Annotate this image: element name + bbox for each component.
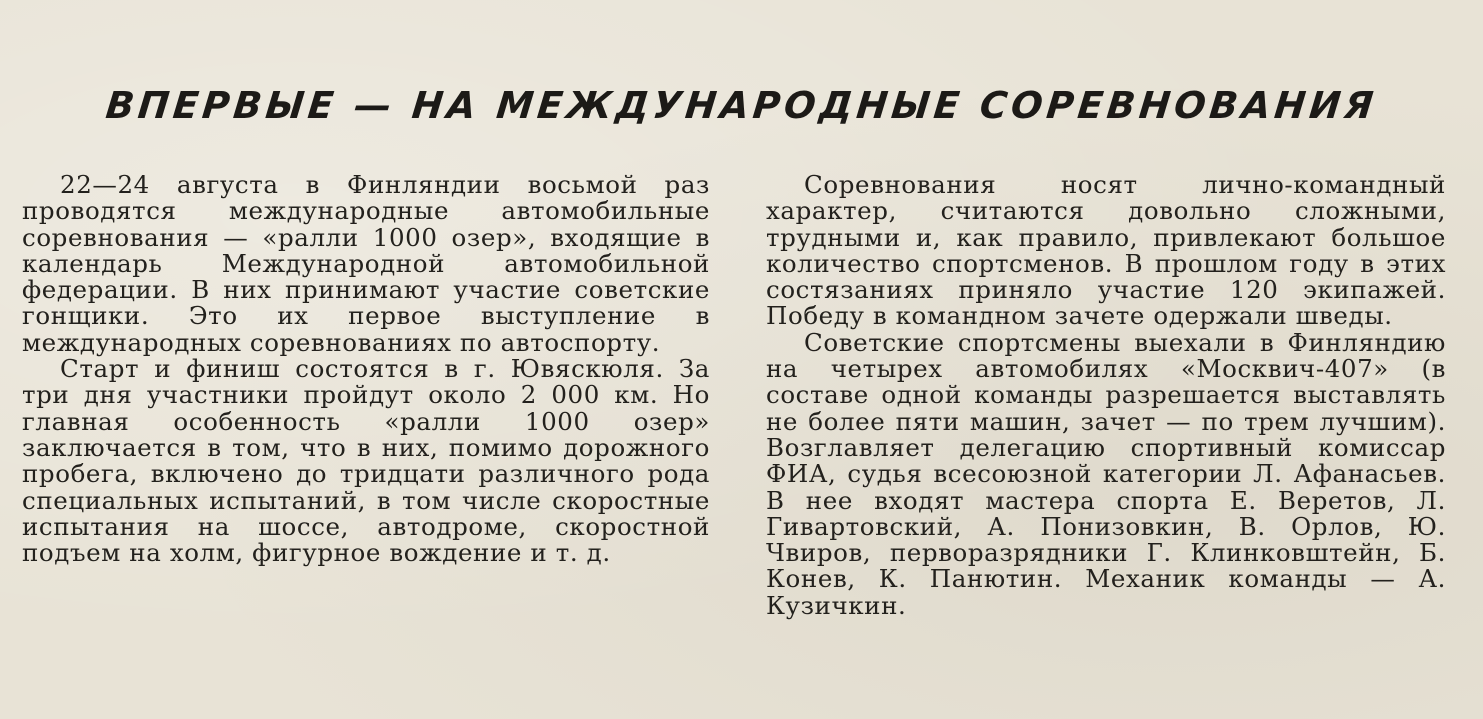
left-paragraph-2: Старт и финиш состоятся в г. Ювяскюля. За три дня участники пройдут около 2 000 км. Но главная особенность «ралли 1000 озер» заключается в том, что в них, помимо дорожного пробега, включено до тридцати различного рода специальных испытаний, в том числе скоростные испытания на шоссе, автодроме, скоростной подъем на холм, фигурное вождение и т. д. [22, 354, 710, 568]
right-paragraph-2: Советские спортсмены выехали в Финляндию на четырех автомобилях «Москвич-407» (в составе одной команды разрешается выставлять не более пяти машин, зачет — по трем лучшим). Возглавляет делегацию спортивный комиссар ФИА, судья всесоюзной категории Л. Афанасьев. В нее входят мастера спорта Е. Веретов, Л. Гивартовский, А. Понизовкин, В. Орлов, Ю. Чвиров, перворазрядники Г. Клинковштейн, Б. Конев, К. Панютин. Механик команды — А. Кузичкин. [766, 327, 1446, 620]
right-column [766, 172, 1446, 619]
left-column [22, 172, 710, 566]
left-paragraph-1: 22—24 августа в Финляндии восьмой раз проводятся международные автомобильные соревнования — «ралли 1000 озер», входящие в календарь Международной автомобильной федерации. В них принимают участие советские гонщики. Это их первое выступление в международных соревнованиях по автоспорту. [22, 170, 710, 357]
article-headline: ВПЕРВЫЕ — НА МЕЖДУНАРОДНЫЕ СОРЕВНОВАНИЯ [103, 84, 1380, 127]
right-paragraph-1: Соревнования носят лично-командный характер, считаются довольно сложными, трудными и, как правило, привлекают большое количество спортсменов. В прошлом году в этих состязаниях приняло участие 120 экипажей. Победу в командном зачете одержали шведы. [766, 170, 1446, 331]
